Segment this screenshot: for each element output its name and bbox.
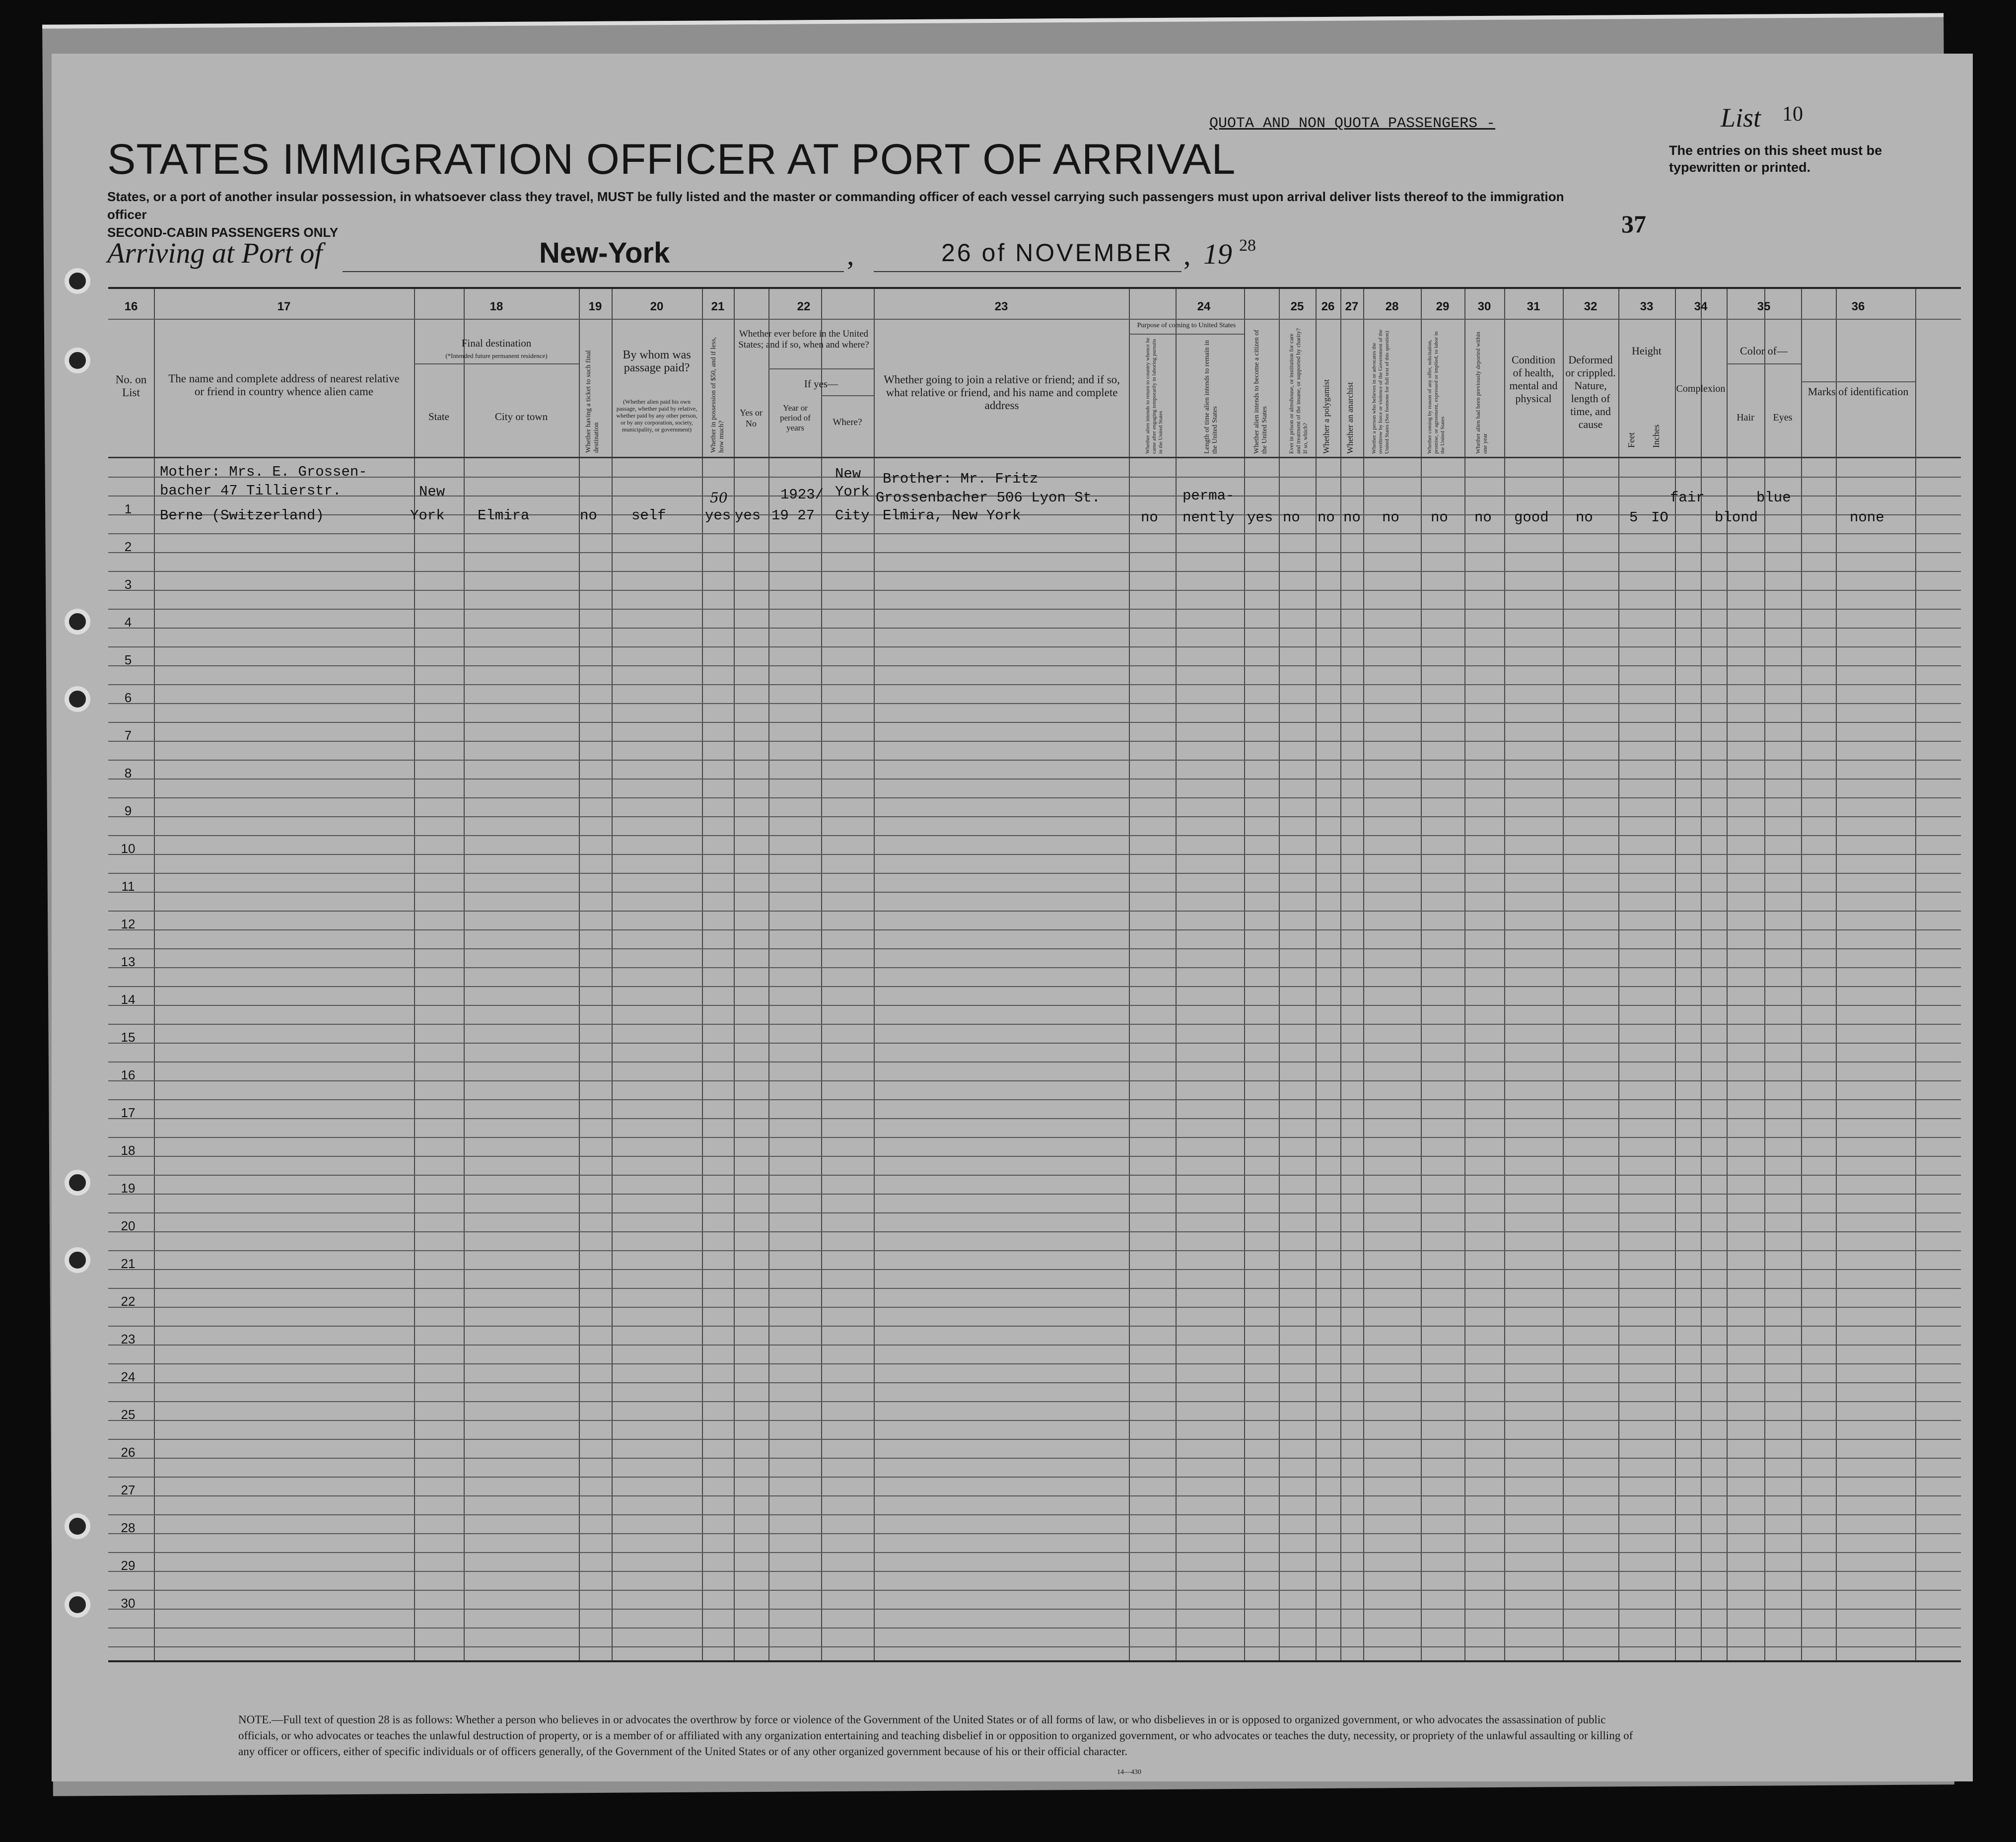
complexion-value: fair: [1670, 490, 1705, 506]
col-number-17: 17: [277, 300, 291, 313]
join-line1: Brother: Mr. Fritz: [883, 471, 1039, 487]
header-overthrow: Whether a person who believes in or advocates the overthrow by force or violence of the Government of the United States (See footnote for full text of this question): [1371, 329, 1390, 454]
row-number: 10: [121, 841, 136, 856]
ticket-value: no: [580, 507, 597, 524]
row-number: 16: [121, 1067, 136, 1082]
row-number: 9: [124, 803, 132, 818]
header-citizen: Whether alien intends to become a citizen of the United States: [1253, 330, 1268, 454]
relative-line1: Mother: Mrs. E. Grossen-: [160, 464, 367, 480]
destination-state-line2: York: [410, 507, 445, 524]
col-number-32: 32: [1584, 300, 1598, 313]
row-number: 29: [121, 1558, 136, 1573]
join-line2: Grossenbacher 506 Lyon St.: [876, 490, 1101, 506]
row-number: 23: [121, 1332, 136, 1346]
col-number-30: 30: [1477, 300, 1491, 313]
header-feet: Feet: [1626, 432, 1636, 448]
row-number: 24: [121, 1369, 136, 1384]
row-number: 19: [121, 1181, 136, 1196]
row-number: 20: [121, 1218, 136, 1233]
join-line3: Elmira, New York: [883, 507, 1021, 524]
row-number: 28: [121, 1520, 136, 1535]
col-number-19: 19: [588, 300, 602, 313]
header-final-destination: Final destination: [461, 337, 532, 349]
header-complexion: Complexion: [1676, 383, 1726, 394]
eyes-value: blue: [1756, 490, 1791, 506]
col-number-26: 26: [1321, 300, 1335, 313]
header-passage-paid: By whom was passage paid?: [623, 349, 691, 374]
header-return-home: Whether alien intends to return to country whence he came after engaging temporarily in laboring pursuits in the United States: [1145, 338, 1164, 454]
header-eyes: Eyes: [1773, 412, 1793, 423]
header-city: City or town: [494, 411, 548, 423]
header-hair: Hair: [1737, 412, 1754, 423]
col-number-33: 33: [1640, 300, 1654, 313]
row-number: 26: [121, 1445, 136, 1460]
col-number-20: 20: [650, 300, 664, 313]
sheet-number: 37: [1621, 210, 1646, 238]
arrival-date: 26 of NOVEMBER: [941, 239, 1174, 267]
header-deformed: Deformed or crippled. Nature, length of time, and cause: [1565, 354, 1616, 430]
binder-hole: [65, 686, 90, 712]
header-height: Height: [1632, 345, 1662, 357]
binder-hole: [65, 609, 90, 635]
overthrow-value: no: [1382, 509, 1399, 526]
col-number-34: 34: [1694, 300, 1708, 313]
binder-hole: [65, 268, 90, 294]
footnote-question-28: NOTE.—Full text of question 28 is as follows: Whether a person who believes in or advocates the overthrow by force or violence of the Government of the United States or of all forms of law, or who disbelieves in or is opposed to organized government, or who advocates the assassination of public officials, or who advocates or teaches the unlawful destruction of property, or is a member of or affiliated with any organization entertaining and teaching disbelief in or opposition to organized government, or who advocates or teaches the duty, necessity, or propriety of the unlawful assaulting or killing of any officer or officers, either of specific individuals or of officers generally, of the Government of the United States or of any other organized government because of his or their official character.: [238, 1713, 1633, 1758]
row-number: 5: [124, 652, 132, 667]
money-value: yes: [705, 507, 731, 524]
row-number: 17: [121, 1105, 136, 1120]
return-home-value: no: [1141, 509, 1158, 526]
header-ticket: Whether having a ticket to such final destination: [585, 350, 600, 453]
header-marks: Marks of identification: [1807, 385, 1909, 398]
header-anarchist: Whether an anarchist: [1345, 382, 1355, 454]
col-number-18: 18: [489, 300, 503, 313]
row-number: 14: [121, 992, 136, 1007]
before-us-value: yes: [735, 507, 761, 524]
relative-line2: bacher 47 Tillierstr.: [160, 483, 342, 499]
row-number: 4: [124, 615, 132, 630]
year-suffix: 28: [1239, 236, 1256, 255]
row-number: 25: [121, 1407, 136, 1422]
col-number-16: 16: [124, 300, 138, 313]
anarchist-value: no: [1343, 509, 1361, 526]
destination-state-line1: New: [419, 484, 445, 500]
comma: ,: [1183, 239, 1191, 271]
col-number-29: 29: [1436, 300, 1450, 313]
visit-year-line1: 1923/: [780, 487, 824, 503]
row-number: 6: [124, 690, 132, 705]
deformed-value: no: [1576, 509, 1593, 526]
col-number-35: 35: [1757, 300, 1771, 313]
relative-line3: Berne (Switzerland): [160, 507, 324, 524]
hair-value: blond: [1715, 509, 1758, 526]
labor-offer-value: no: [1431, 509, 1448, 526]
header-money: Whether in possession of $50, and if less, how much?: [710, 337, 725, 453]
header-color: Color of—: [1740, 345, 1788, 357]
row-number: 12: [121, 917, 136, 931]
row-number: 13: [121, 954, 136, 969]
header-join-relative: Whether going to join a relative or friend; and if so, what relative or friend, and his name and complete address: [884, 373, 1120, 412]
instructions-line1: States, or a port of another insular possession, in whatsoever class they travel, MUST be fully listed and the master or commanding officer of each vessel carrying such passengers must upon arrival deliver lists thereof to the immigration officer: [107, 189, 1564, 222]
destination-city: Elmira: [478, 507, 530, 524]
header-no-on-list: No. on List: [115, 373, 147, 399]
header-length-of-stay: Length of time alien intends to remain in the United States: [1203, 340, 1219, 454]
visit-where-line1: New: [835, 466, 861, 482]
citizen-value: yes: [1247, 509, 1273, 526]
visit-where-line2: York: [835, 484, 870, 500]
page-title: STATES IMMIGRATION OFFICER AT PORT OF ARRIVAL: [107, 136, 1236, 183]
port-underline: [343, 271, 844, 272]
deported-value: no: [1474, 509, 1492, 526]
header-relative-address: The name and complete address of nearest relative or friend in country whence alien came: [168, 372, 400, 398]
comma: ,: [847, 239, 854, 271]
arriving-label: Arriving at Port of: [107, 237, 323, 269]
binder-hole: [65, 1592, 90, 1618]
header-inches: Inches: [1651, 425, 1661, 448]
health-value: good: [1514, 509, 1549, 526]
row-number: 1: [124, 501, 132, 516]
header-if-yes: If yes—: [804, 378, 838, 390]
header-polygamist: Whether a polygamist: [1321, 379, 1331, 454]
visit-where-line3: City: [835, 507, 870, 524]
binder-hole: [65, 1247, 90, 1273]
visit-year-line2: 19 27: [771, 507, 815, 524]
header-purpose: Purpose of coming to United States: [1137, 322, 1236, 329]
length-of-stay-line1: perma-: [1182, 488, 1235, 504]
binder-hole: [65, 1513, 90, 1539]
header-yes-no: Yes or No: [740, 408, 763, 428]
date-underline: [874, 271, 1182, 272]
col-number-36: 36: [1851, 300, 1865, 313]
col-number-21: 21: [711, 300, 725, 313]
binder-hole: [65, 1170, 90, 1196]
port-name: New-York: [539, 237, 670, 269]
header-passage-paid-sub: (Whether alien paid his own passage, whether paid by relative, whether paid by any other person, or by any corporation, society, municipality, or government): [616, 398, 697, 433]
form-code: 14—430: [1117, 1769, 1141, 1776]
header-where: Where?: [833, 417, 862, 427]
col-number-28: 28: [1385, 300, 1399, 313]
height-feet-value: 5: [1629, 509, 1638, 526]
prison-value: no: [1283, 509, 1300, 526]
header-state: State: [428, 411, 449, 423]
polygamist-value: no: [1318, 509, 1335, 526]
header-year: Year or period of years: [780, 403, 811, 432]
height-inches-value: IO: [1651, 509, 1668, 526]
row-number: 3: [124, 577, 132, 592]
row-number: 27: [121, 1483, 136, 1497]
quota-stamp: QUOTA AND NON QUOTA PASSENGERS -: [1209, 115, 1496, 132]
header-deported: Whether alien had been previously deported within one year: [1474, 332, 1488, 454]
instructions: [107, 188, 1597, 241]
header-prison: Ever in prison or almshouse, or institution for care and treatment of the insane, or supported by charity? If so, which?: [1288, 328, 1309, 454]
row-number: 8: [124, 766, 132, 780]
header-health: Condition of health, mental and physical: [1509, 354, 1558, 405]
row-number: 18: [121, 1143, 136, 1158]
header-final-destination-sub: (*Intended future permanent residence): [445, 352, 548, 359]
header-labor-offer: Whether coming by reason of any offer, solicitation, promise, or agreement, expressed or implied, to labor in the United States: [1427, 331, 1446, 454]
row-number: 22: [121, 1294, 136, 1309]
col-number-27: 27: [1345, 300, 1359, 313]
instructions-line2: SECOND-CABIN PASSENGERS ONLY: [107, 225, 339, 240]
manifest-table: [108, 287, 1961, 1662]
row-number: 7: [124, 728, 132, 743]
header-before-us: Whether ever before in the United States; and if so, when and where?: [738, 329, 869, 350]
row-number: 15: [121, 1030, 136, 1045]
list-number: 10: [1782, 103, 1803, 126]
passage-value: self: [631, 507, 666, 524]
row-number: 30: [121, 1596, 136, 1611]
binder-hole: [65, 348, 90, 373]
row-number: 2: [124, 539, 132, 554]
length-of-stay-line2: nently: [1182, 509, 1235, 526]
row-number: 11: [121, 879, 135, 894]
col-number-23: 23: [994, 300, 1008, 313]
year-prefix: 19: [1203, 238, 1232, 270]
col-number-22: 22: [797, 300, 811, 313]
money-handwritten-note: 50: [710, 490, 728, 506]
marks-value: none: [1850, 509, 1884, 526]
typewritten-note: The entries on this sheet must be typewritten or printed.: [1669, 143, 1882, 175]
row-number: 21: [121, 1256, 136, 1271]
col-number-25: 25: [1290, 300, 1304, 313]
col-number-31: 31: [1527, 300, 1540, 313]
list-label: List: [1721, 103, 1761, 133]
col-number-24: 24: [1197, 300, 1211, 313]
